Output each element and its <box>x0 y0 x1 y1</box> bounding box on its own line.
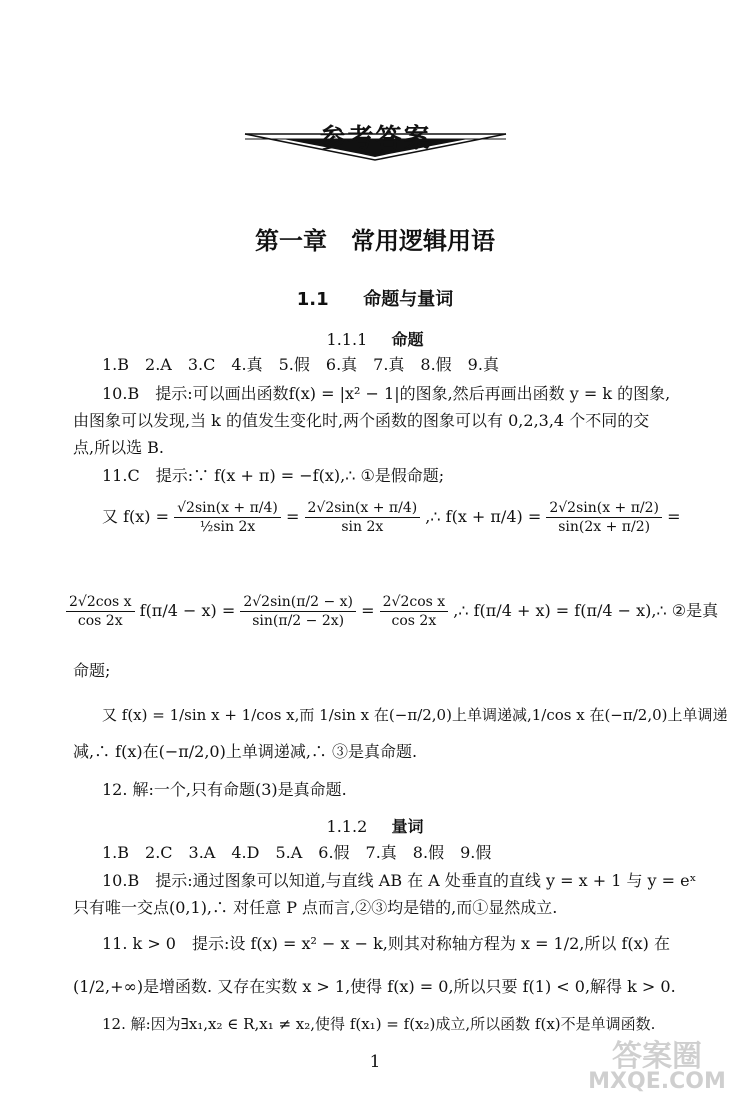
fraction <box>240 593 356 630</box>
subsection-title: 命题 <box>391 330 424 349</box>
q10-line-3: 点,所以选 B. <box>73 438 165 457</box>
q11-line-1: 11.C 提示:∵ f(x + π) = −f(x),∴ ①是假命题; <box>102 466 445 485</box>
formula-text: ,∴ f(x + π/4) = <box>425 507 542 526</box>
fraction-numerator: 2√2sin(x + π/2) <box>546 499 662 518</box>
formula-text: = <box>667 507 681 526</box>
subsection-title: 量词 <box>391 817 424 836</box>
fraction <box>66 593 135 630</box>
fraction <box>380 593 449 630</box>
page-title: 参考答案 <box>319 124 432 154</box>
fraction-numerator: 2√2cos x <box>66 593 135 612</box>
formula-text: = <box>286 507 300 526</box>
fraction-numerator: √2sin(x + π/4) <box>174 499 281 518</box>
fraction-numerator: 2√2sin(π/2 − x) <box>240 593 356 612</box>
q11-line-6: 减,∴ f(x)在(−π/2,0)上单调递减,∴ ③是真命题. <box>73 742 418 761</box>
page-number: 1 <box>369 1052 381 1072</box>
q10-line-2: 由图象可以发现,当 k 的值发生变化时,两个函数的图象可以有 0,2,3,4 个不同的交 <box>73 411 650 430</box>
q11-formula-line-2 <box>102 497 681 537</box>
subsection-heading-1 <box>0 327 750 350</box>
q12-line-b: 12. 解:因为∃x₁,x₂ ∈ R,x₁ ≠ x₂,使得 f(x₁) = f(x₂)成立,所以函数 f(x)不是单调函数. <box>102 1015 656 1033</box>
fraction-denominator: sin(π/2 − 2x) <box>252 613 345 629</box>
answer-list-2: 1.B 2.C 3.A 4.D 5.A 6.假 7.真 8.假 9.假 <box>102 843 492 862</box>
section-number: 1.1 <box>296 289 329 310</box>
q10-line-2-b: 只有唯一交点(0,1),∴ 对任意 P 点而言,②③均是错的,而①显然成立. <box>73 898 558 917</box>
formula-text: = <box>361 601 375 620</box>
fraction-denominator: sin(2x + π/2) <box>558 519 651 535</box>
subsection-number: 1.1.1 <box>326 330 368 349</box>
q11-line-5: 又 f(x) = 1/sin x + 1/cos x,而 1/sin x 在(−π/2,0)上单调递减,1/cos x 在(−π/2,0)上单调递 <box>102 706 728 724</box>
q10-line-1-b: 10.B 提示:通过图象可以知道,与直线 AB 在 A 处垂直的直线 y = x + 1 与 y = eˣ <box>102 871 697 890</box>
fraction-denominator: sin 2x <box>341 519 384 535</box>
fraction-denominator: cos 2x <box>77 613 123 629</box>
fraction <box>546 499 662 536</box>
q11-line-1-b: 11. k > 0 提示:设 f(x) = x² − x − k,则其对称轴方程为 x = 1/2,所以 f(x) 在 <box>102 934 670 953</box>
watermark-text: 答案圈 <box>612 1039 702 1074</box>
formula-text: f(π/4 − x) = <box>139 601 236 620</box>
subsection-number: 1.1.2 <box>326 817 368 836</box>
chapter-title: 第一章 常用逻辑用语 <box>255 227 495 255</box>
answer-list-1: 1.B 2.A 3.C 4.真 5.假 6.真 7.真 8.假 9.真 <box>102 355 499 374</box>
q11-line-2-b: (1/2,+∞)是增函数. 又存在实数 x > 1,使得 f(x) = 0,所以只要 f(1) < 0,解得 k > 0. <box>73 977 676 996</box>
fraction-numerator: 2√2sin(x + π/4) <box>305 499 421 518</box>
formula-text: 又 f(x) = <box>102 507 170 526</box>
q10-line-1: 10.B 提示:可以画出函数f(x) = |x² − 1|的图象,然后再画出函数 y = k 的图象, <box>102 384 671 403</box>
section-heading <box>0 285 750 311</box>
answer-header <box>243 112 508 162</box>
watermark-logo <box>582 1031 732 1101</box>
fraction <box>305 499 421 536</box>
q12-line: 12. 解:一个,只有命题(3)是真命题. <box>102 780 347 799</box>
watermark-url: MXQE.COM <box>588 1069 726 1094</box>
q11-formula-line-3 <box>66 591 718 631</box>
formula-text: ,∴ f(π/4 + x) = f(π/4 − x),∴ ②是真 <box>453 601 719 620</box>
fraction-numerator: 2√2cos x <box>380 593 449 612</box>
subsection-heading-2 <box>0 814 750 837</box>
q11-line-4: 命题; <box>73 661 111 680</box>
fraction-denominator: cos 2x <box>391 613 437 629</box>
fraction <box>174 499 281 536</box>
fraction-denominator: ½sin 2x <box>199 519 256 535</box>
section-title: 命题与量词 <box>363 289 454 310</box>
